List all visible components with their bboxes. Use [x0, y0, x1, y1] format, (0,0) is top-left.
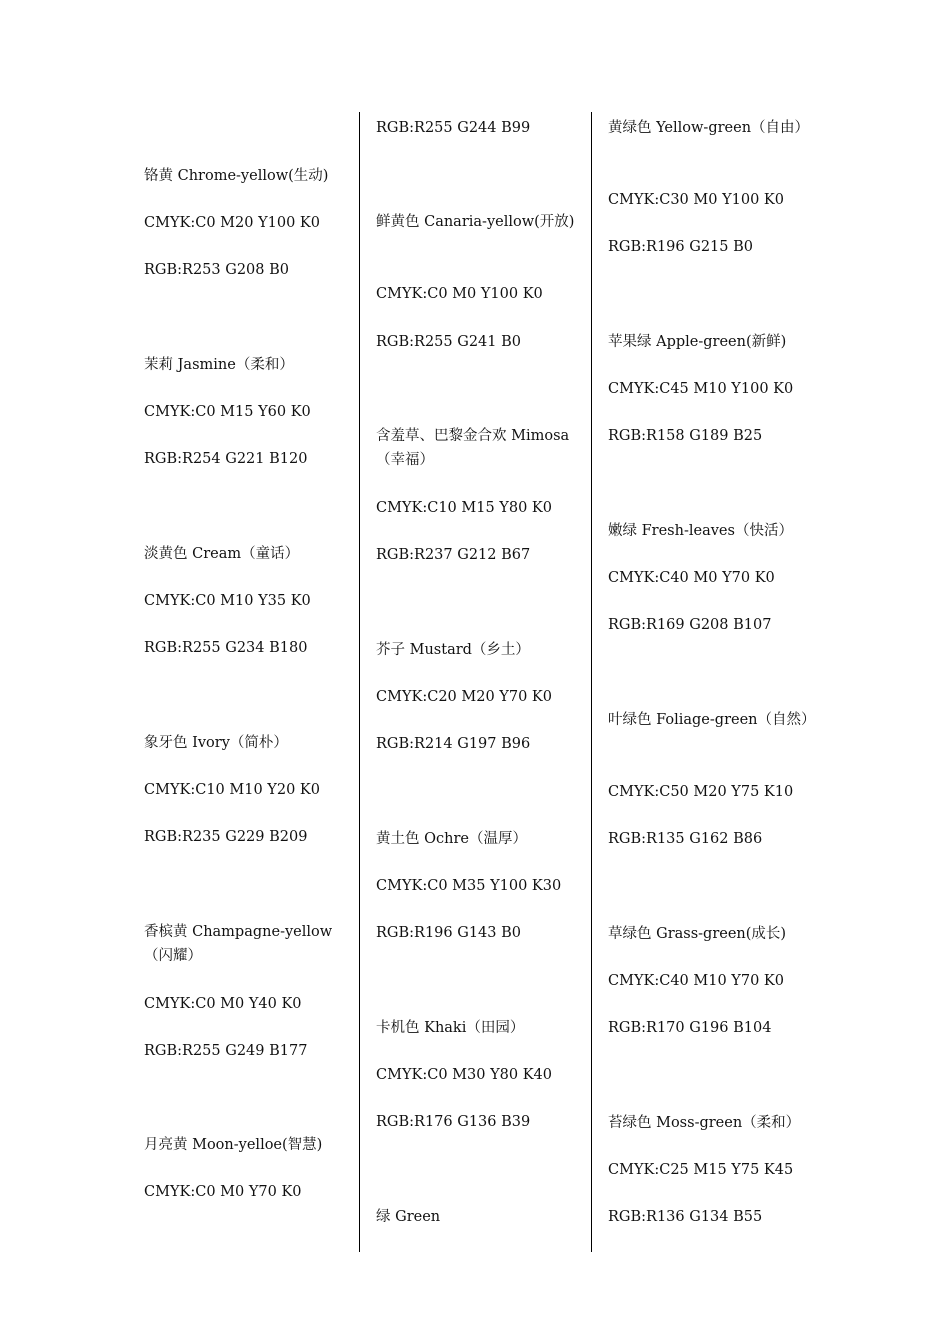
color-entry-line: CMYK:C0 M20 Y100 K0	[144, 215, 320, 231]
color-entry-line: RGB:R253 G208 B0	[144, 262, 289, 278]
color-entry-line: 淡黄色 Cream（童话）	[144, 546, 300, 562]
color-entry-line: CMYK:C20 M20 Y70 K0	[376, 689, 552, 705]
column-divider-right	[591, 112, 592, 1252]
color-entry-line: 月亮黄 Moon-yelloe(智慧)	[144, 1137, 323, 1153]
color-entry-line: CMYK:C25 M15 Y75 K45	[608, 1162, 794, 1178]
color-entry-line: 苹果绿 Apple-green(新鲜)	[608, 334, 787, 350]
column-divider-left	[359, 112, 360, 1252]
color-entry-line: 铬黄 Chrome-yellow(生动)	[144, 168, 329, 184]
color-entry-line: CMYK:C30 M0 Y100 K0	[608, 192, 784, 208]
color-entry-line: RGB:R158 G189 B25	[608, 428, 763, 444]
color-entry-line: 叶绿色 Foliage-green（自然）	[608, 712, 816, 728]
color-entry-line: RGB:R169 G208 B107	[608, 617, 772, 633]
color-entry-line: CMYK:C0 M0 Y70 K0	[144, 1184, 302, 1200]
color-entry-line: RGB:R255 G241 B0	[376, 334, 521, 350]
color-entry-line: CMYK:C10 M15 Y80 K0	[376, 500, 552, 516]
color-entry-line: 鲜黄色 Canaria-yellow(开放)	[376, 214, 575, 230]
color-entry-line: RGB:R255 G249 B177	[144, 1043, 308, 1059]
color-entry-line: RGB:R214 G197 B96	[376, 736, 531, 752]
color-entry-line: RGB:R196 G215 B0	[608, 239, 753, 255]
color-entry-line: 芥子 Mustard（乡土）	[376, 642, 530, 658]
color-entry-line: CMYK:C40 M10 Y70 K0	[608, 973, 784, 989]
color-entry-line: CMYK:C50 M20 Y75 K10	[608, 784, 794, 800]
color-entry-line: 含羞草、巴黎金合欢 Mimosa（幸福）	[376, 428, 570, 468]
color-entry-line: CMYK:C0 M15 Y60 K0	[144, 404, 311, 420]
color-entry-line: 香槟黄 Champagne-yellow（闪耀）	[144, 924, 333, 964]
color-entry-line: RGB:R255 G234 B180	[144, 640, 308, 656]
color-entry-line: 绿 Green	[376, 1209, 441, 1225]
color-entry-line: 象牙色 Ivory（简朴）	[144, 735, 288, 751]
color-entry-line: 草绿色 Grass-green(成长)	[608, 926, 787, 942]
color-entry-line: CMYK:C0 M0 Y40 K0	[144, 996, 302, 1012]
color-entry-line: CMYK:C0 M30 Y80 K40	[376, 1067, 552, 1083]
color-entry-line: 黄土色 Ochre（温厚）	[376, 831, 527, 847]
color-entry-line: CMYK:C0 M0 Y100 K0	[376, 286, 543, 302]
color-entry-line: RGB:R237 G212 B67	[376, 547, 531, 563]
color-entry-line: RGB:R170 G196 B104	[608, 1020, 772, 1036]
color-entry-line: RGB:R196 G143 B0	[376, 925, 521, 941]
color-entry-line: RGB:R255 G244 B99	[376, 120, 531, 136]
color-entry-line: RGB:R135 G162 B86	[608, 831, 763, 847]
color-entry-line: CMYK:C45 M10 Y100 K0	[608, 381, 794, 397]
color-entry-line: RGB:R235 G229 B209	[144, 829, 308, 845]
color-entry-line: 卡机色 Khaki（田园）	[376, 1020, 525, 1036]
color-entry-line: 嫩绿 Fresh-leaves（快活）	[608, 523, 793, 539]
color-entry-line: 茉莉 Jasmine（柔和）	[144, 357, 294, 373]
color-entry-line: CMYK:C0 M10 Y35 K0	[144, 593, 311, 609]
color-entry-line: RGB:R136 G134 B55	[608, 1209, 763, 1225]
color-entry-line: 苔绿色 Moss-green（柔和）	[608, 1115, 801, 1131]
color-entry-line: RGB:R176 G136 B39	[376, 1114, 531, 1130]
color-entry-line: 黄绿色 Yellow-green（自由）	[608, 120, 810, 136]
color-entry-line: CMYK:C40 M0 Y70 K0	[608, 570, 775, 586]
color-entry-line: RGB:R254 G221 B120	[144, 451, 308, 467]
color-entry-line: CMYK:C10 M10 Y20 K0	[144, 782, 320, 798]
color-entry-line: CMYK:C0 M35 Y100 K30	[376, 878, 562, 894]
